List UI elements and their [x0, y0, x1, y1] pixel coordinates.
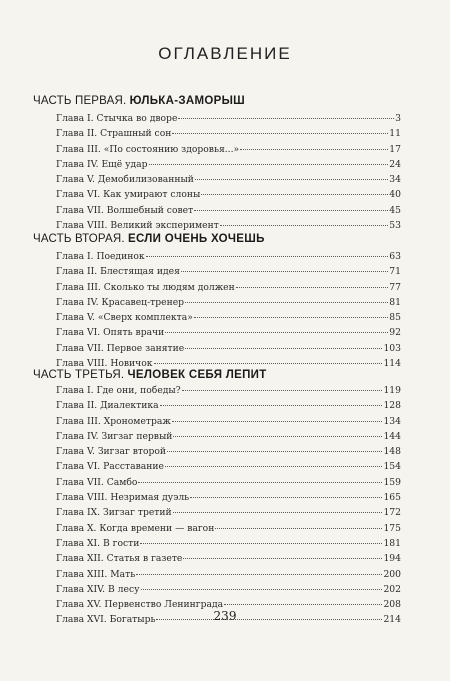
dot-leader [224, 604, 382, 605]
chapter-page: 17 [389, 143, 401, 155]
dot-leader [172, 421, 383, 422]
chapter-page: 85 [389, 312, 401, 324]
chapter-page: 11 [389, 128, 401, 140]
dot-leader [183, 558, 382, 559]
chapter-title: Глава IV. Ещё удар [56, 158, 148, 170]
toc-entry[interactable] [56, 341, 401, 356]
dot-leader [141, 589, 383, 590]
chapter-page: 34 [389, 174, 401, 186]
chapter-title: Глава II. Блестящая идея [56, 266, 180, 278]
toc-entry[interactable] [56, 142, 401, 157]
toc-entry[interactable] [56, 398, 401, 413]
dot-leader [165, 332, 388, 333]
chapter-page: 92 [389, 327, 401, 339]
chapter-title: Глава VII. Самбо [56, 476, 138, 488]
dot-leader [167, 451, 382, 452]
chapter-title: Глава V. Демобилизованный [56, 174, 194, 186]
chapter-page: 128 [383, 400, 401, 412]
chapter-page: 202 [383, 583, 401, 595]
toc-entry[interactable] [56, 475, 401, 490]
chapter-title: Глава II. Диалектика [56, 400, 159, 412]
chapter-page: 154 [383, 461, 401, 473]
chapter-title: Глава I. Где они, победы? [56, 385, 181, 396]
dot-leader [185, 302, 388, 303]
chapter-title: Глава VIII. Великий эксперимент [56, 220, 219, 232]
toc-entry[interactable] [56, 310, 401, 325]
dot-leader [220, 225, 389, 226]
toc-entry[interactable] [56, 187, 401, 202]
toc-entry[interactable] [56, 490, 401, 505]
chapter-page: 194 [383, 553, 401, 565]
chapter-title: Глава V. Зигзаг второй [56, 446, 167, 458]
dot-leader [173, 436, 382, 437]
part-label: ЧАСТЬ ТРЕТЬЯ. [33, 369, 125, 381]
chapter-page: 40 [389, 189, 401, 201]
chapter-page: 134 [383, 415, 401, 427]
toc-entry[interactable] [56, 157, 401, 172]
toc-part-1 [56, 111, 401, 233]
part-heading-2 [33, 233, 423, 245]
dot-leader [181, 271, 388, 272]
chapter-title: Глава VI. Расставание [56, 461, 164, 473]
dot-leader [136, 574, 382, 575]
chapter-title: Глава IV. Красавец-тренер [56, 296, 185, 308]
toc-entry[interactable] [56, 126, 401, 141]
dot-leader [194, 317, 388, 318]
chapter-title: Глава X. Когда времени — вагон [56, 522, 215, 534]
page-number: 239 [213, 609, 237, 623]
chapter-title: Глава I. Поединок [56, 251, 145, 262]
chapter-title: Глава III. Хронометраж [56, 415, 171, 427]
dot-leader [240, 149, 388, 150]
page-title: ОГЛАВЛЕНИЕ [158, 44, 292, 63]
chapter-title: Глава IV. Зигзаг первый [56, 430, 173, 442]
chapter-page: 71 [389, 266, 401, 278]
chapter-page: 45 [389, 204, 401, 216]
chapter-page: 148 [383, 446, 401, 458]
chapter-title: Глава VII. Волшебный совет [56, 204, 194, 216]
dot-leader [185, 348, 382, 349]
dot-leader [201, 194, 388, 195]
dot-leader [146, 256, 389, 257]
dot-leader [149, 164, 389, 165]
dot-leader [236, 287, 389, 288]
dot-leader [173, 512, 383, 513]
chapter-page: 159 [383, 476, 401, 488]
chapter-title: Глава VIII. Незримая дуэль [56, 492, 190, 504]
toc-part-3 [56, 383, 401, 628]
toc-part-2 [56, 249, 401, 371]
chapter-title: Глава III. «По состоянию здоровья...» [56, 143, 240, 155]
toc-entry[interactable] [56, 111, 401, 126]
toc-entry[interactable] [56, 505, 401, 520]
toc-entry[interactable] [56, 218, 401, 233]
dot-leader [154, 363, 383, 364]
part-label: ЧАСТЬ ВТОРАЯ. [33, 233, 125, 245]
chapter-page: 172 [383, 507, 401, 519]
toc-entry[interactable] [56, 264, 401, 279]
toc-entry[interactable] [56, 249, 401, 264]
chapter-title: Глава VII. Первое занятие [56, 342, 185, 354]
chapter-page: 200 [383, 568, 401, 580]
chapter-page: 214 [383, 614, 401, 626]
dot-leader [140, 543, 382, 544]
chapter-page: 77 [389, 281, 401, 293]
toc-entry[interactable] [56, 325, 401, 340]
toc-entry[interactable] [56, 172, 401, 187]
chapter-page: 24 [389, 158, 401, 170]
dot-leader [160, 405, 383, 406]
toc-entry[interactable] [56, 582, 401, 597]
chapter-page: 165 [383, 492, 401, 504]
toc-entry[interactable] [56, 567, 401, 582]
toc-entry[interactable] [56, 459, 401, 474]
chapter-page: 119 [383, 385, 401, 396]
dot-leader [178, 118, 394, 119]
toc-entry[interactable] [56, 521, 401, 536]
toc-entry[interactable] [56, 414, 401, 429]
dot-leader [172, 133, 388, 134]
chapter-title: Глава XI. В гости [56, 537, 140, 549]
chapter-page: 144 [383, 430, 401, 442]
dot-leader [138, 482, 382, 483]
toc-entry[interactable] [56, 536, 401, 551]
toc-entry[interactable] [56, 203, 401, 218]
dot-leader [194, 210, 388, 211]
chapter-page: 208 [383, 599, 401, 611]
dot-leader [165, 466, 383, 467]
part-name: ЕСЛИ ОЧЕНЬ ХОЧЕШЬ [128, 233, 265, 245]
dot-leader [182, 390, 383, 391]
chapter-title: Глава XV. Первенство Ленинграда [56, 599, 224, 611]
chapter-page: 103 [383, 342, 401, 354]
toc-entry[interactable] [56, 429, 401, 444]
chapter-title: Глава III. Сколько ты людям должен [56, 281, 235, 293]
chapter-page: 53 [389, 220, 401, 232]
chapter-title: Глава VI. Как умирают слоны [56, 189, 201, 201]
toc-entry[interactable] [56, 551, 401, 566]
part-name: ЧЕЛОВЕК СЕБЯ ЛЕПИТ [127, 369, 267, 381]
chapter-title: Глава XII. Статья в газете [56, 553, 183, 565]
chapter-page: 114 [383, 358, 401, 370]
part-heading-3 [33, 369, 423, 381]
chapter-page: 181 [383, 537, 401, 549]
chapter-title: Глава VI. Опять врачи [56, 327, 165, 339]
chapter-title: Глава II. Страшный сон [56, 128, 172, 140]
chapter-title: Глава V. «Сверх комплекта» [56, 312, 193, 324]
chapter-page: 63 [389, 251, 401, 262]
chapter-title: Глава IX. Зигзаг третий [56, 507, 172, 519]
chapter-title: Глава VIII. Новичок [56, 358, 153, 370]
dot-leader [215, 528, 382, 529]
toc-entry[interactable] [56, 444, 401, 459]
part-heading-1 [33, 95, 423, 107]
part-name: ЮЛЬКА-ЗАМОРЫШ [129, 95, 245, 107]
toc-entry[interactable] [56, 383, 401, 398]
chapter-page: 3 [395, 113, 401, 124]
toc-entry[interactable] [56, 280, 401, 295]
toc-entry[interactable] [56, 295, 401, 310]
chapter-title: Глава XIV. В лесу [56, 583, 140, 595]
chapter-title: Глава XVI. Богатырь [56, 614, 156, 626]
chapter-title: Глава I. Стычка во дворе [56, 113, 178, 124]
chapter-page: 175 [383, 522, 401, 534]
chapter-title: Глава XIII. Мать [56, 568, 136, 580]
chapter-page: 81 [389, 296, 401, 308]
dot-leader [190, 497, 382, 498]
dot-leader [195, 179, 388, 180]
part-label: ЧАСТЬ ПЕРВАЯ. [33, 95, 127, 107]
